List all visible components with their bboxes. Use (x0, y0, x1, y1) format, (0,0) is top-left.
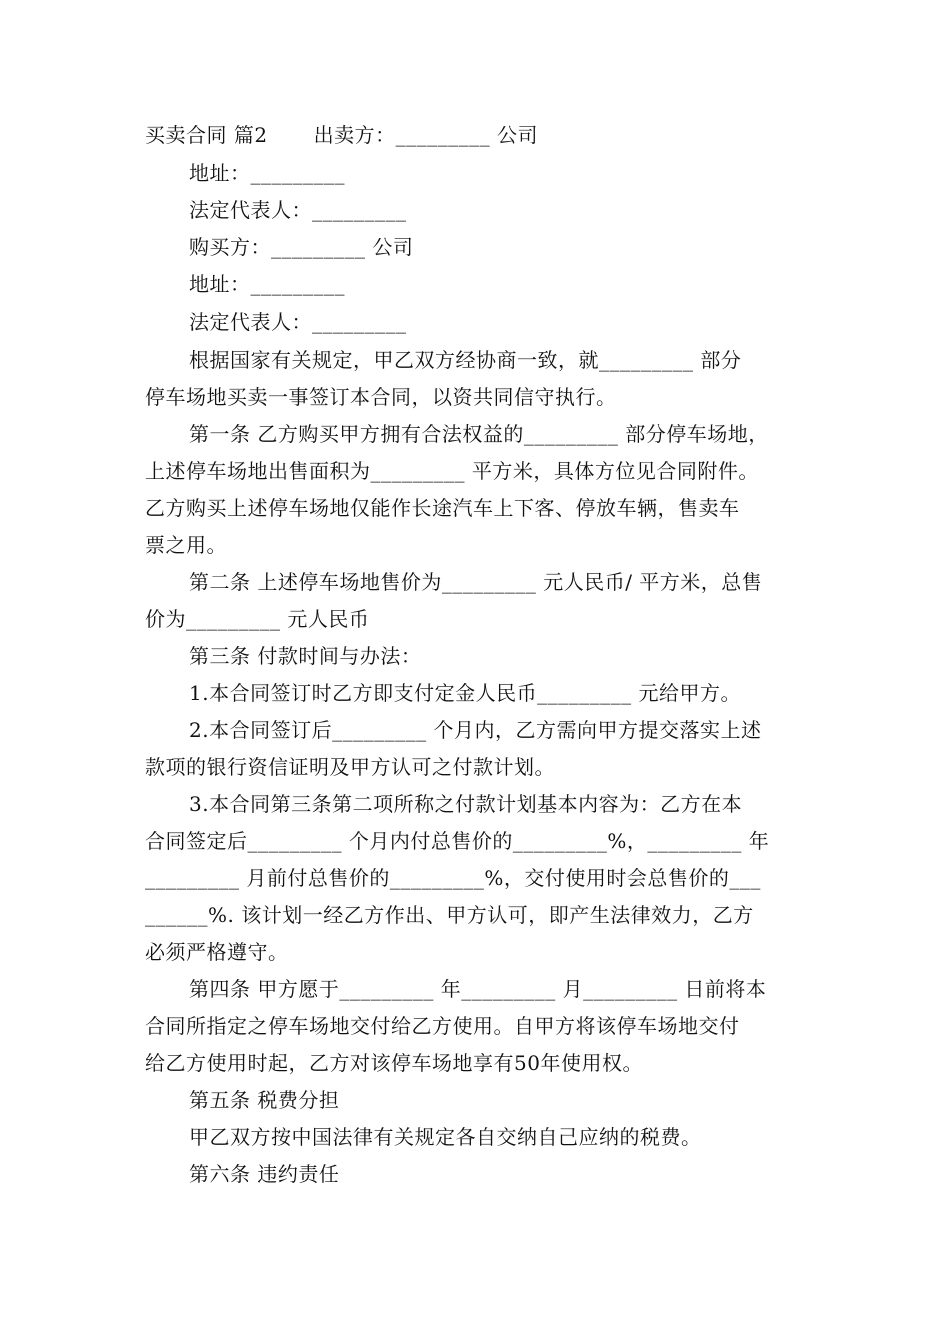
article-3-item-3-line-3: _________ 月前付总售价的_________%，交付使用时会总售价的___ (145, 866, 761, 890)
article-2-line-2: 价为_________ 元人民币 (145, 607, 370, 631)
article-3-item-3-line-4: ______%. 该计划一经乙方作出、甲方认可，即产生法律效力，乙方 (145, 903, 754, 927)
article-1-line-3: 乙方购买上述停车场地仅能作长途汽车上下客、停放车辆，售卖车 (145, 496, 740, 520)
seller-address: 地址：_________ (189, 161, 345, 185)
article-3-item-3-line-1: 3.本合同第三条第二项所称之付款计划基本内容为：乙方在本 (189, 792, 743, 816)
article-3-item-2-line-1: 2.本合同签订后_________ 个月内，乙方需向甲方提交落实上述 (189, 718, 762, 742)
buyer-address: 地址：_________ (189, 272, 345, 296)
article-4-line-2: 合同所指定之停车场地交付给乙方使用。自甲方将该停车场地交付 (145, 1014, 740, 1038)
seller-legal-rep: 法定代表人：_________ (189, 198, 407, 222)
doc-title-number: 2 (254, 123, 268, 147)
article-3-heading: 第三条 付款时间与办法： (189, 644, 422, 668)
preamble-line-1: 根据国家有关规定，甲乙双方经协商一致，就_________ 部分 (189, 348, 742, 372)
buyer-legal-rep: 法定代表人：_________ (189, 310, 407, 334)
article-6-heading: 第六条 违约责任 (189, 1162, 340, 1186)
article-1-line-2: 上述停车场地出售面积为_________ 平方米，具体方位见合同附件。 (145, 459, 759, 483)
article-4-line-3: 给乙方使用时起，乙方对该停车场地享有50年使用权。 (145, 1051, 643, 1075)
article-2-line-1: 第二条 上述停车场地售价为_________ 元人民币/ 平方米，总售 (189, 570, 763, 594)
article-1-line-4: 票之用。 (145, 533, 227, 557)
article-5-body: 甲乙双方按中国法律有关规定各自交纳自己应纳的税费。 (189, 1125, 702, 1149)
article-3-item-1: 1.本合同签订时乙方即支付定金人民币_________ 元给甲方。 (189, 681, 741, 705)
buyer-field: 购买方：_________ 公司 (189, 235, 414, 259)
doc-title: 买卖合同 篇 (145, 123, 255, 147)
seller-field: 出卖方：_________ 公司 (313, 123, 538, 147)
article-3-item-2-line-2: 款项的银行资信证明及甲方认可之付款计划。 (145, 755, 555, 779)
preamble-line-2: 停车场地买卖一事签订本合同，以资共同信守执行。 (145, 385, 617, 409)
article-5-heading: 第五条 税费分担 (189, 1088, 340, 1112)
article-4-line-1: 第四条 甲方愿于_________ 年_________ 月_________ 日前将本 (189, 977, 767, 1001)
doc-title-line (145, 122, 825, 148)
article-1-line-1: 第一条 乙方购买甲方拥有合法权益的_________ 部分停车场地， (189, 422, 769, 446)
article-3-item-3-line-5: 必须严格遵守。 (145, 940, 289, 964)
article-3-item-3-line-2: 合同签定后_________ 个月内付总售价的_________%，_________ 年 (145, 829, 770, 853)
